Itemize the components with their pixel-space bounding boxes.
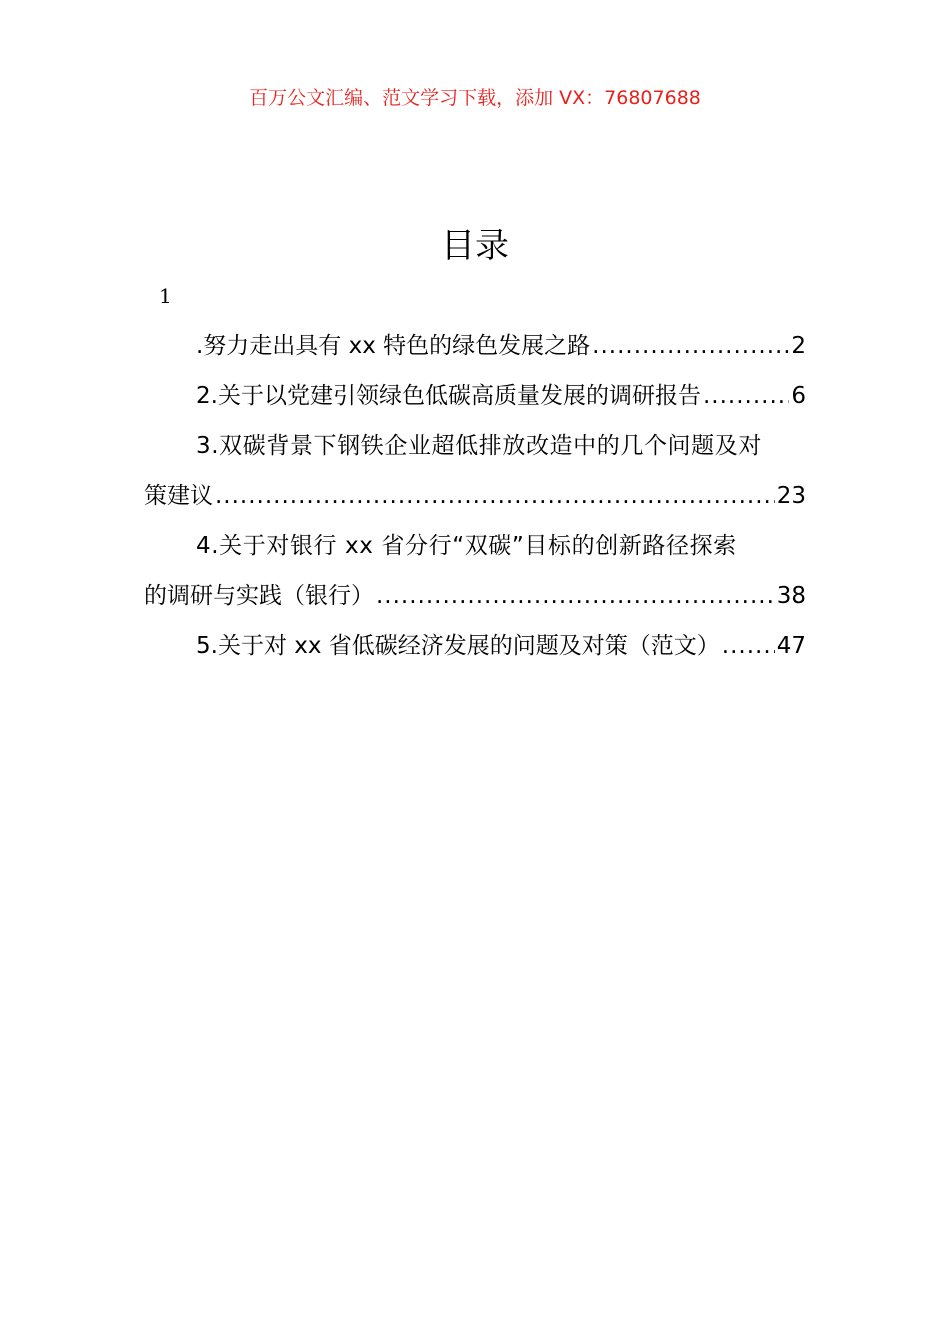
- toc-entry-line: [144, 421, 806, 471]
- toc-entry-2[interactable]: [144, 371, 806, 421]
- toc-entry-page: 6: [791, 383, 806, 409]
- toc-entry-line: [144, 521, 806, 571]
- dot-leader: [592, 321, 789, 371]
- header-banner: 百万公文汇编、范文学习下载，添加 VX：76807688: [249, 87, 701, 109]
- toc-entry-5[interactable]: [144, 621, 806, 671]
- toc-entry-4[interactable]: [144, 521, 806, 621]
- toc-entry-3[interactable]: [144, 421, 806, 521]
- toc-entry-page: 23: [776, 483, 806, 509]
- dot-leader: [215, 471, 775, 521]
- toc-entry-text: 5.关于对 xx 省低碳经济发展的问题及对策（范文）: [196, 633, 720, 659]
- toc-entry-line: [144, 571, 806, 621]
- toc-entry-text: 4.关于对银行 xx 省分行“双碳”目标的创新路径探索: [196, 533, 737, 559]
- toc-entry-text: .努力走出具有 xx 特色的绿色发展之路: [196, 333, 591, 359]
- dot-leader: [703, 371, 789, 421]
- toc-entry-page: 38: [776, 583, 806, 609]
- toc-entry-line: [144, 471, 806, 521]
- toc-list: [144, 321, 806, 671]
- toc-entry-text: 3.双碳背景下钢铁企业超低排放改造中的几个问题及对: [196, 433, 762, 459]
- toc-title: 目录: [441, 226, 509, 266]
- toc-entry-text: 2.关于以党建引领绿色低碳高质量发展的调研报告: [196, 383, 701, 409]
- dot-leader: [376, 571, 775, 621]
- toc-entry-page: 47: [776, 633, 806, 659]
- dot-leader: [722, 621, 775, 671]
- toc-entry-1[interactable]: [144, 321, 806, 371]
- toc-entry-text-cont: 的调研与实践（银行）: [144, 583, 374, 609]
- toc-entry-page: 2: [791, 333, 806, 359]
- toc-entry-text-cont: 策建议: [144, 483, 213, 509]
- page-number: 1: [159, 284, 172, 308]
